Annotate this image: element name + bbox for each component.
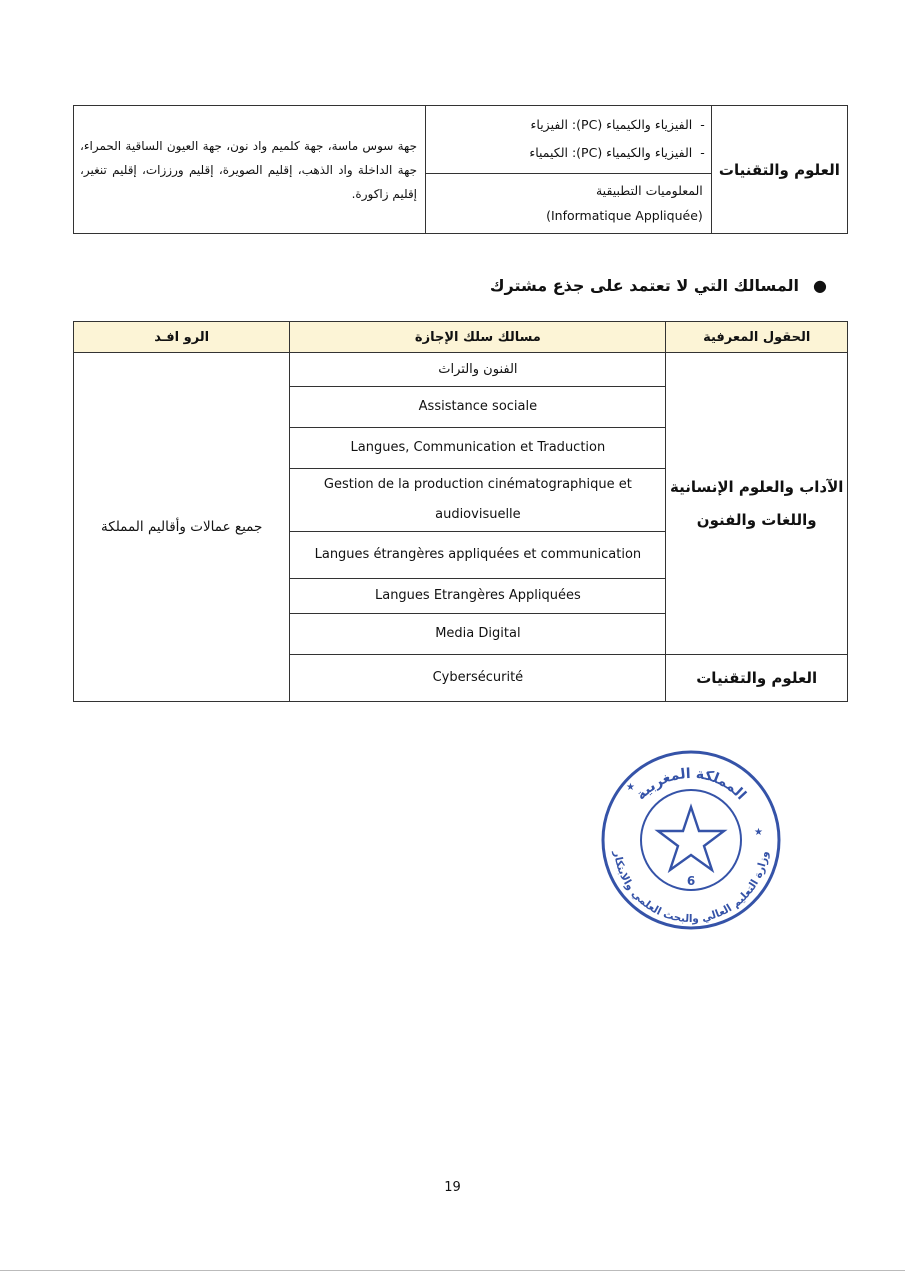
page-number: 19 [444, 1180, 461, 1195]
header-origins: الرو افـد [74, 322, 290, 353]
info-french: (Informatique Appliquée) [546, 208, 703, 224]
section-heading [490, 276, 827, 295]
program-cell: Cybersécurité [290, 655, 666, 702]
top-field-cell: العلوم والتقنيات [711, 106, 847, 234]
field-humanities: الآداب والعلوم الإنسانية واللغات والفنون [666, 353, 848, 655]
top-table [73, 105, 848, 234]
svg-text:★: ★ [754, 827, 763, 838]
program-cell: Assistance sociale [290, 387, 666, 428]
header-programs: مسالك سلك الإجازة [290, 322, 666, 353]
program-cell: Langues étrangères appliquées et communication [290, 532, 666, 579]
program-cell: Langues, Communication et Traduction [290, 428, 666, 469]
program-cell: Langues Etrangères Appliquées [290, 579, 666, 614]
table-row [74, 353, 848, 387]
svg-text:المملكة المغربية: المملكة المغربية [633, 765, 750, 804]
top-programs-cell [426, 106, 712, 174]
svg-text:★: ★ [626, 782, 635, 793]
origins-cell: جميع عمالات وأقاليم المملكة [74, 353, 290, 702]
top-regions-cell: جهة سوس ماسة، جهة كلميم واد نون، جهة العيون الساقية الحمراء، جهة الداخلة واد الذهب، إقليم الصويرة، إقليم ورززات، إقليم تنغير، إقليم زاكورة. [74, 106, 426, 234]
svg-text:وزارة التعليم العالي والبحث ال: وزارة التعليم العالي والبحث العلمي والابتكار [611, 850, 771, 926]
program-line-chemistry: -الفيزياء والكيمياء (PC): الكيمياء [529, 145, 705, 161]
bullet-icon: ● [813, 276, 827, 295]
bottom-divider [0, 1270, 905, 1271]
table-header-row [74, 322, 848, 353]
program-line-physics: -الفيزياء والكيمياء (PC): الفيزياء [530, 117, 705, 133]
program-cell: Media Digital [290, 614, 666, 655]
info-arabic: المعلوميات التطبيقية [595, 183, 703, 199]
main-table [73, 321, 848, 702]
program-cell: Gestion de la production cinématographique et audiovisuelle [290, 469, 666, 532]
program-cell: الفنون والتراث [290, 353, 666, 387]
section-heading-text: المسالك التي لا تعتمد على جذع مشترك [489, 276, 800, 295]
field-sciences: العلوم والتقنيات [666, 655, 848, 702]
svg-text:6: 6 [686, 874, 696, 888]
ministry-seal-icon [596, 745, 786, 930]
top-info-cell [426, 173, 712, 233]
header-field: الحقول المعرفية [666, 322, 848, 353]
